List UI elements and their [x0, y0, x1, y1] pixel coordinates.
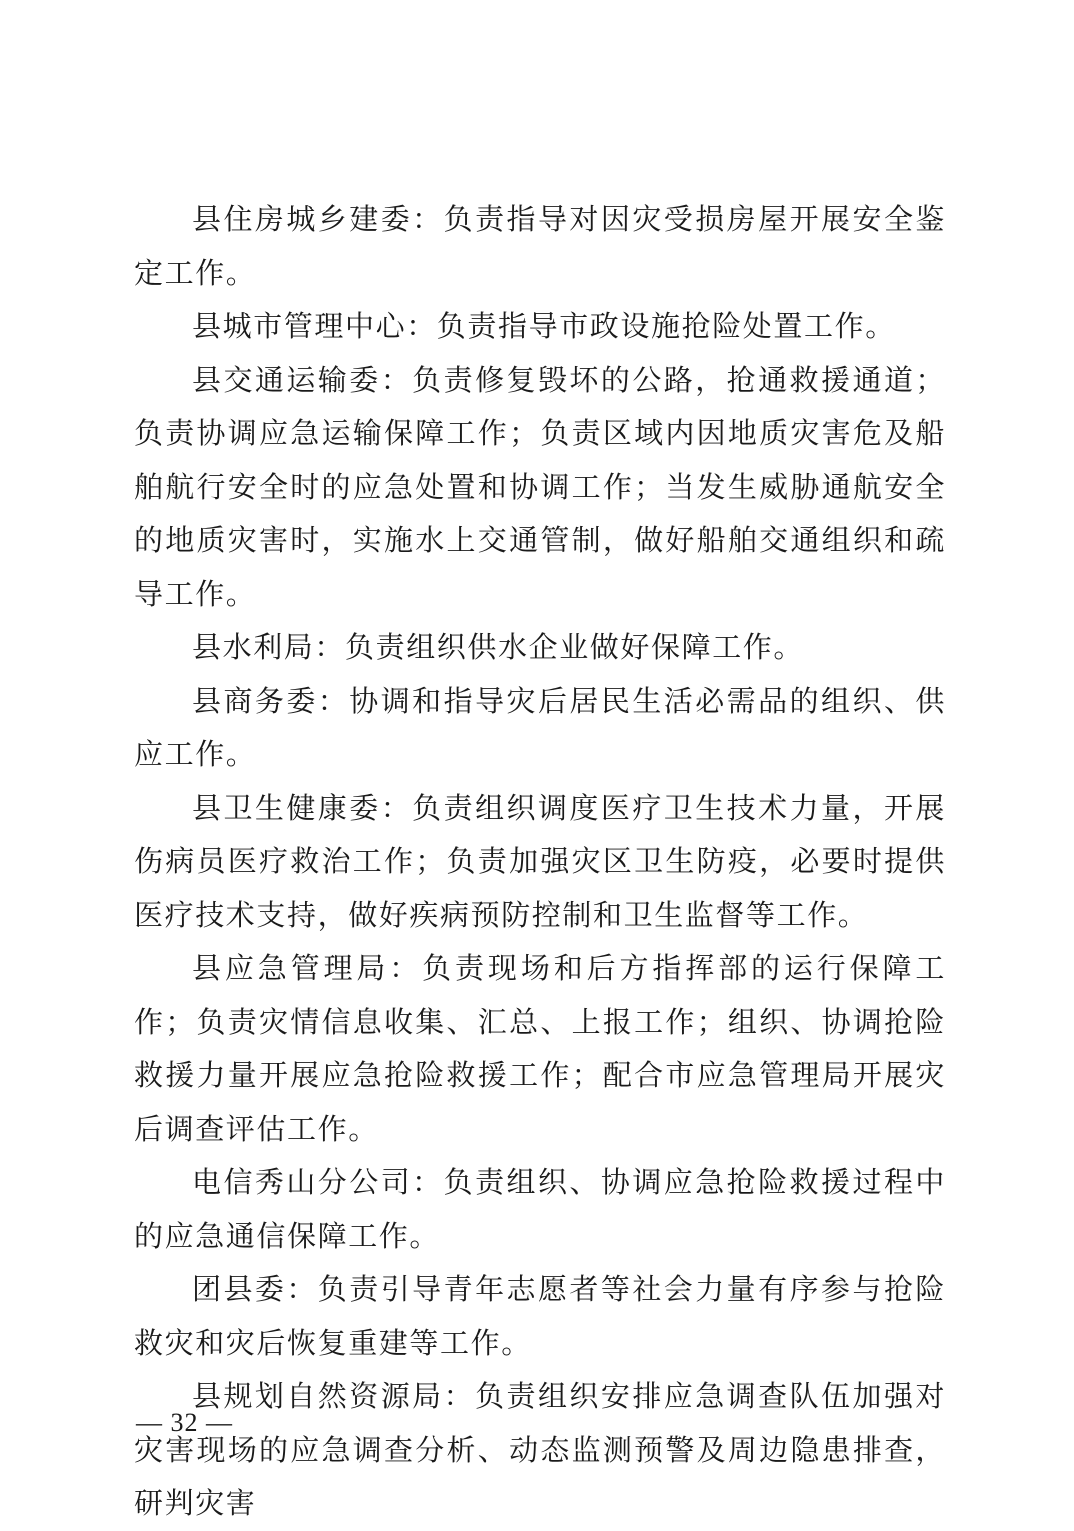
paragraph-city-management: 县城市管理中心：负责指导市政设施抢险处置工作。: [192, 309, 896, 343]
paragraph-health: 县卫生健康委：负责组织调度医疗卫生技术力量，开展伤病员医疗救治工作；负责加强灾区卫生防疫，必要时提供医疗技术支持，做好疾病预防控制和卫生监督等工作。: [134, 790, 946, 932]
body-text: [134, 193, 946, 1531]
paragraph-commerce: 县商务委：协调和指导灾后居民生活必需品的组织、供应工作。: [134, 683, 946, 771]
paragraph-housing-construction: 县住房城乡建委：负责指导对因灾受损房屋开展安全鉴定工作。: [134, 202, 946, 290]
paragraph-emergency-management: 县应急管理局：负责现场和后方指挥部的运行保障工作；负责灾情信息收集、汇总、上报工作；组织、协调抢险救援力量开展应急抢险救援工作；配合市应急管理局开展灾后调查评估工作。: [134, 951, 946, 1146]
paragraph-transportation: 县交通运输委：负责修复毁坏的公路，抢通救援通道；负责协调应急运输保障工作；负责区域内因地质灾害危及船舶航行安全时的应急处置和协调工作；当发生威胁通航安全的地质灾害时，实施水上交通管制，做好船舶交通组织和疏导工作。: [134, 362, 946, 611]
paragraph-telecom: 电信秀山分公司：负责组织、协调应急抢险救援过程中的应急通信保障工作。: [134, 1165, 946, 1253]
page-number: — 32 —: [136, 1408, 233, 1437]
paragraph-planning-natural-resources: 县规划自然资源局：负责组织安排应急调查队伍加强对灾害现场的应急调查分析、动态监测预警及周边隐患排查，研判灾害: [134, 1379, 946, 1520]
paragraph-water-resources: 县水利局：负责组织供水企业做好保障工作。: [192, 630, 805, 664]
paragraph-youth-league: 团县委：负责引导青年志愿者等社会力量有序参与抢险救灾和灾后恢复重建等工作。: [134, 1272, 946, 1360]
